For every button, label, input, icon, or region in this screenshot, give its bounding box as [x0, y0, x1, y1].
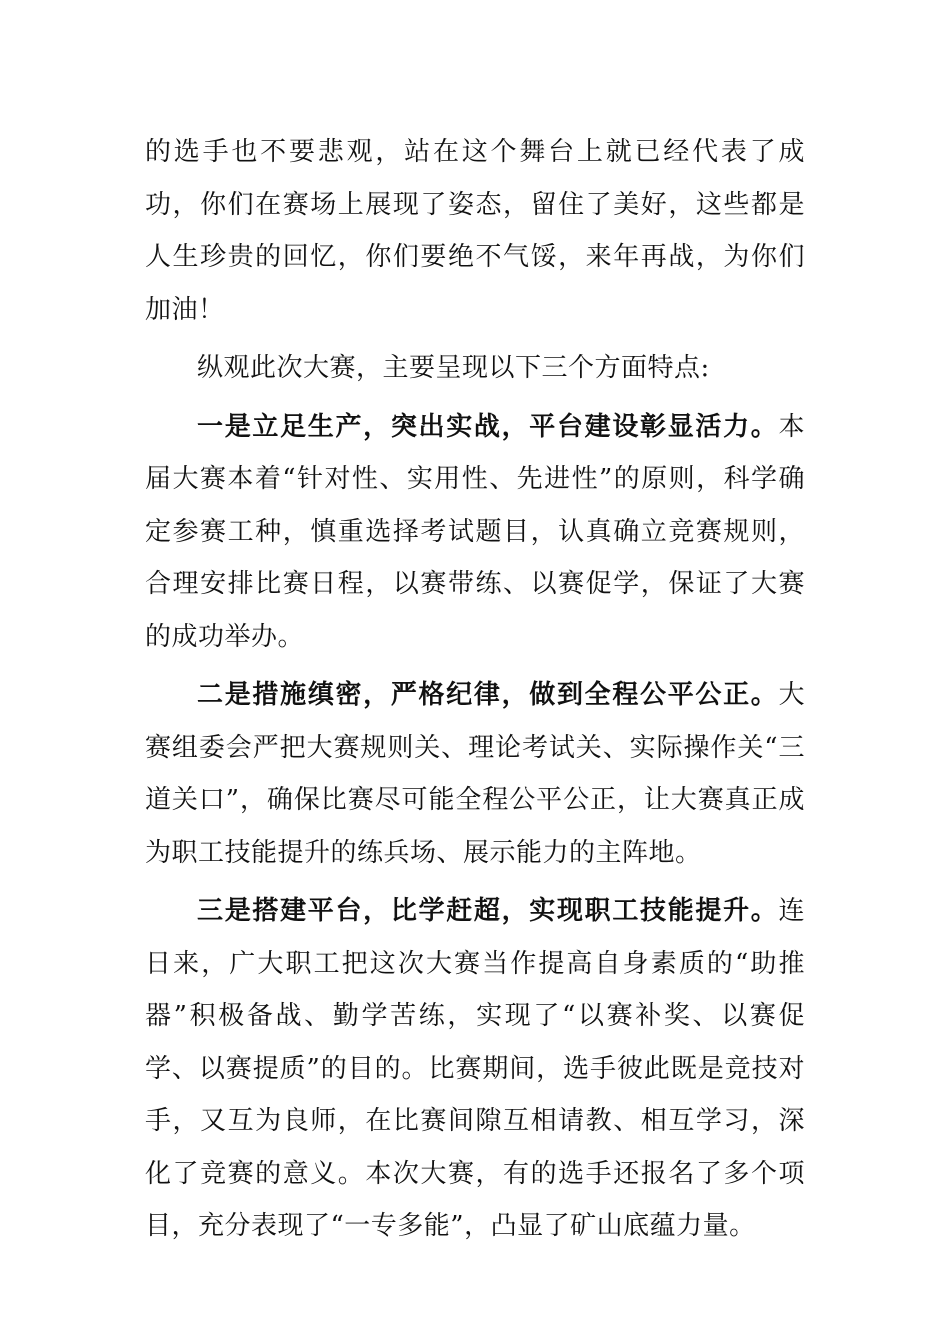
- paragraph-lead-heading: 一是立足生产，突出实战，平台建设彰显活力。: [197, 411, 779, 442]
- paragraph-point-three: [145, 885, 805, 1253]
- paragraph-point-two: [145, 669, 805, 879]
- paragraph-overview: [145, 342, 805, 395]
- paragraph-lead-heading: 三是搭建平台，比学赶超，实现职工技能提升。: [197, 896, 779, 926]
- paragraph-text: 本届大赛本着“针对性、实用性、先进性”的原则，科学确定参赛工种，慎重选择考试题目，认真确立竞赛规则，合理安排比赛日程，以赛带练、以赛促学，保证了大赛的成功举办。: [145, 411, 805, 652]
- paragraph-text: 大赛组委会严把大赛规则关、理论考试关、实际操作关“三道关口”，确保比赛尽可能全程公平公正，让大赛真正成为职工技能提升的练兵场、展示能力的主阵地。: [145, 680, 805, 868]
- paragraph-text: 的选手也不要悲观，站在这个舞台上就已经代表了成功，你们在赛场上展现了姿态，留住了美好，这些都是人生珍贵的回忆，你们要绝不气馁，来年再战，为你们加油！: [145, 137, 805, 325]
- paragraph-continuation: [145, 126, 805, 336]
- document-body: [145, 126, 805, 1253]
- paragraph-point-one: [145, 401, 805, 664]
- paragraph-text: 连日来，广大职工把这次大赛当作提高自身素质的“助推器”积极备战、勤学苦练，实现了“以赛补奖、以赛促学、以赛提质”的目的。比赛期间，选手彼此既是竞技对手，又互为良师，在比赛间隙互相请教、相互学习，深化了竞赛的意义。本次大赛，有的选手还报名了多个项目，充分表现了“一专多能”，凸显了矿山底蕴力量。: [145, 896, 805, 1241]
- paragraph-text: 纵观此次大赛，主要呈现以下三个方面特点:: [197, 353, 710, 383]
- paragraph-lead-heading: 二是措施缜密，严格纪律，做到全程公平公正。: [197, 680, 779, 710]
